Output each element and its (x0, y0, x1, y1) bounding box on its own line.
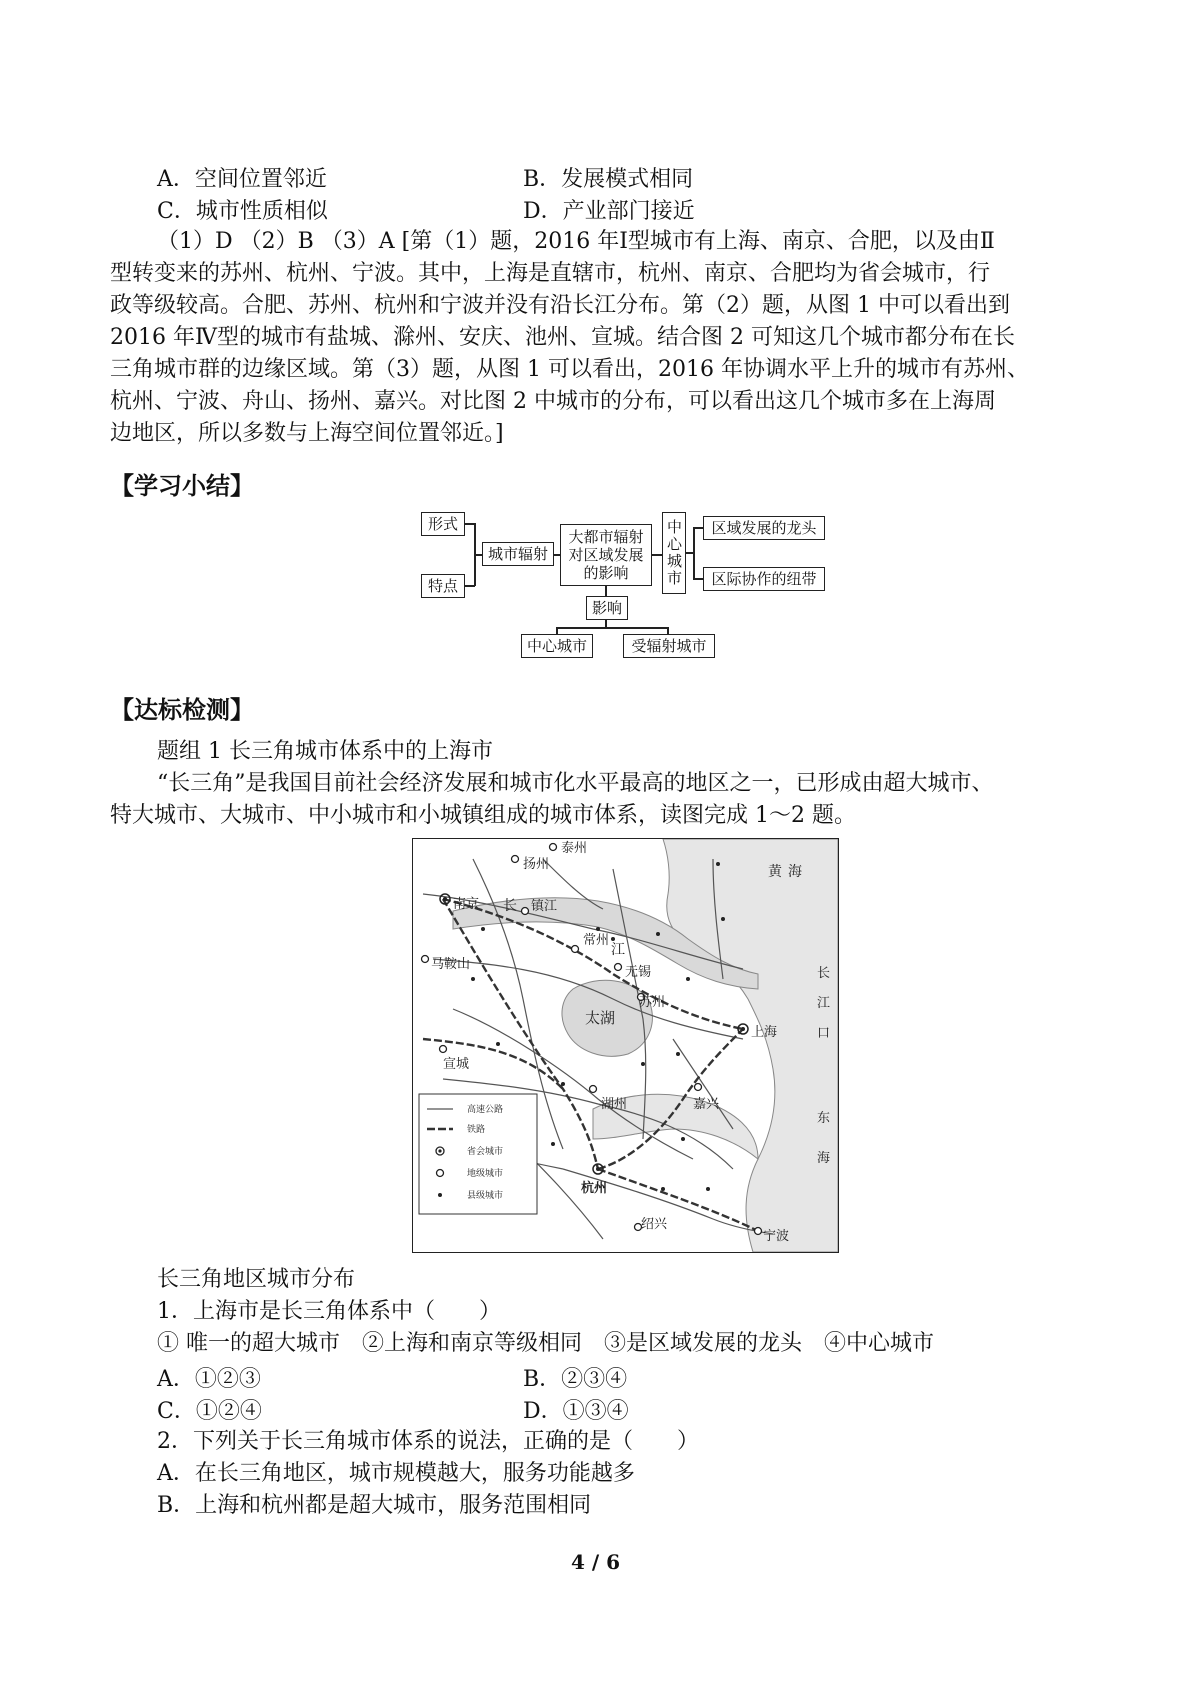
prev-option-c: C．城市性质相似 (157, 199, 328, 224)
q1-option-a: A．①②③ (157, 1367, 261, 1392)
box-influence: 影响 (586, 596, 628, 620)
label-chang: 长 (503, 898, 517, 914)
legend-county: 县级城市 (467, 1191, 504, 1201)
legend-provincial: 省会城市 (467, 1147, 504, 1157)
label-taihu: 太湖 (585, 1009, 616, 1027)
label-suzhou: 苏州 (639, 995, 666, 1010)
q1-option-d: D．①③④ (523, 1399, 629, 1424)
box-metro-influence (560, 524, 652, 586)
label-wuxi: 无锡 (625, 965, 652, 980)
label-taizhou: 泰州 (561, 841, 588, 856)
prev-option-b: B．发展模式相同 (523, 167, 694, 192)
box-form: 形式 (421, 512, 465, 536)
answer-line: 政等级较高。合肥、苏州、杭州和宁波并没有沿长江分布。第（2）题，从图 1 中可以看出到 (110, 293, 1010, 318)
label-changzhou: 常州 (583, 933, 610, 948)
summary-heading: 【学习小结】 (110, 472, 254, 500)
page-number: 4 / 6 (570, 1550, 621, 1574)
q2-stem: 2．下列关于长三角城市体系的说法，正确的是（ ） (157, 1429, 699, 1454)
label-yangzhou: 扬州 (523, 857, 550, 872)
metro-line-2: 对区域发展 (568, 546, 644, 564)
prev-option-d: D．产业部门接近 (523, 199, 695, 224)
test-heading: 【达标检测】 (110, 696, 254, 724)
label-zhenjiang: 镇江 (531, 899, 558, 914)
box-feature: 特点 (421, 574, 465, 598)
label-hangzhou: 杭州 (581, 1181, 608, 1196)
metro-line-1: 大都市辐射 (568, 528, 644, 546)
q2-option-a: A．在长三角地区，城市规模越大，服务功能越多 (157, 1461, 635, 1486)
legend-prefecture: 地级城市 (467, 1169, 504, 1179)
label-huzhou: 湖州 (601, 1097, 628, 1112)
box-dragon-head: 区域发展的龙头 (703, 516, 825, 540)
box-cooperation: 区际协作的纽带 (703, 567, 825, 591)
q1-option-c: C．①②④ (157, 1399, 262, 1424)
label-jiaxing: 嘉兴 (693, 1097, 720, 1112)
label-jiang: 江 (611, 942, 625, 958)
label-shaoxing: 绍兴 (641, 1217, 668, 1232)
yangtze-delta-map (412, 838, 839, 1253)
label-donghai: 东海 (817, 1111, 831, 1166)
label-nanjing: 南京 (453, 897, 480, 912)
q1-stem: 1．上海市是长三角体系中（ ） (157, 1299, 501, 1324)
box-radiated-city: 受辐射城市 (623, 634, 715, 658)
metro-line-3: 的影响 (583, 564, 629, 582)
label-xuancheng: 宣城 (443, 1057, 470, 1072)
q1-option-b: B．②③④ (523, 1367, 628, 1392)
answer-line: 三角城市群的边缘区域。第（3）题，从图 1 可以看出，2016 年协调水平上升的城市有苏州、 (110, 357, 1029, 382)
group-title: 题组 1 长三角城市体系中的上海市 (157, 739, 493, 764)
intro-line: 特大城市、大城市、中小城市和小城镇组成的城市体系，读图完成 1～2 题。 (110, 803, 856, 828)
box-center-city-vertical: 中心城市 (662, 512, 686, 594)
box-city-radiation: 城市辐射 (482, 542, 554, 566)
label-ningbo: 宁波 (763, 1229, 790, 1244)
legend-highway: 高速公路 (467, 1105, 504, 1115)
label-shanghai: 上海 (751, 1025, 778, 1040)
label-huanghai: 黄海 (768, 864, 808, 880)
q1-statements: ① 唯一的超大城市 ②上海和南京等级相同 ③是区域发展的龙头 ④中心城市 (157, 1331, 934, 1356)
intro-line: “长三角”是我国目前社会经济发展和城市化水平最高的地区之一，已形成由超大城市、 (157, 771, 994, 796)
answer-line: 型转变来的苏州、杭州、宁波。其中，上海是直辖市，杭州、南京、合肥均为省会城市，行 (110, 261, 991, 286)
legend-railway: 铁路 (467, 1125, 486, 1135)
answer-line: （1）D （2）B （3）A [第（1）题，2016 年Ⅰ型城市有上海、南京、合肥，以及由Ⅱ (157, 229, 995, 254)
box-center-city: 中心城市 (521, 634, 593, 658)
q2-option-b: B．上海和杭州都是超大城市，服务范围相同 (157, 1493, 592, 1518)
label-changjiang-kou: 长江口 (817, 966, 831, 1041)
map-caption: 长三角地区城市分布 (157, 1267, 356, 1292)
answer-line: 边地区，所以多数与上海空间位置邻近。] (110, 421, 504, 446)
answer-line: 2016 年Ⅳ型的城市有盐城、滁州、安庆、池州、宣城。结合图 2 可知这几个城市都分布在长 (110, 325, 1015, 350)
answer-line: 杭州、宁波、舟山、扬州、嘉兴。对比图 2 中城市的分布，可以看出这几个城市多在上海周 (110, 389, 996, 414)
label-maanshan: 马鞍山 (431, 957, 471, 972)
prev-option-a: A．空间位置邻近 (157, 167, 327, 192)
